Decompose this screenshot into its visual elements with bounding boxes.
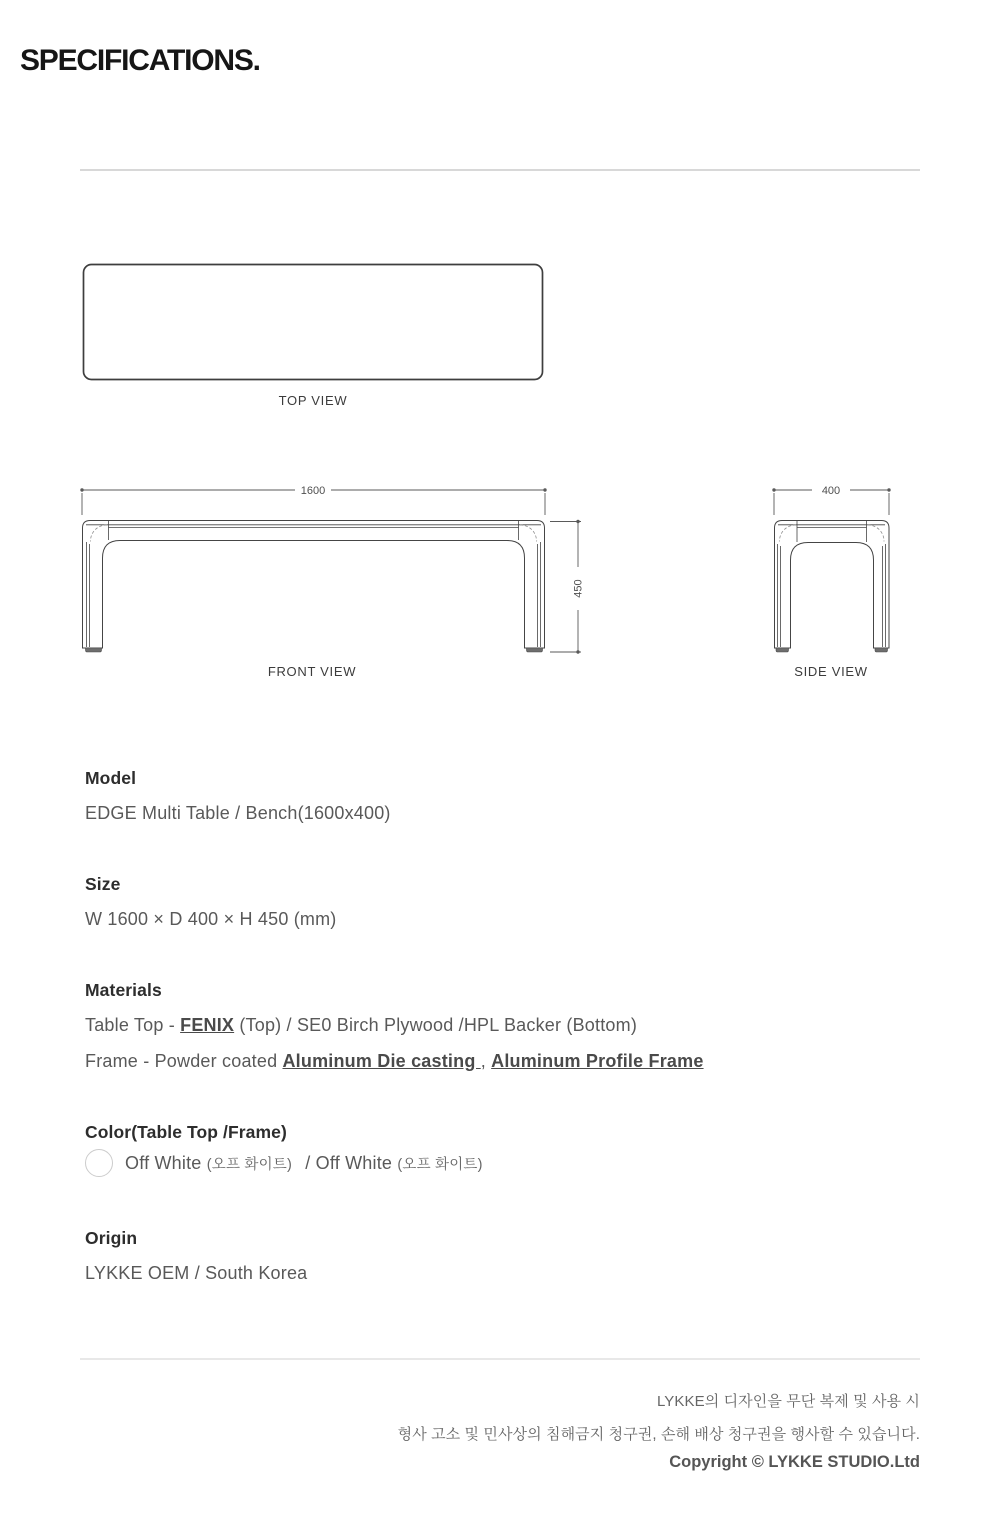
aluminum-profile-frame-link[interactable]: Aluminum Profile Frame <box>491 1051 704 1071</box>
top-view-drawing <box>75 255 555 395</box>
footer-notice-line-2: 형사 고소 및 민사상의 침해금지 청구권, 손해 배상 청구권을 행사할 수 있습니다. <box>397 1426 920 1443</box>
front-width-dimension: 1600 <box>300 485 326 497</box>
top-divider <box>80 169 920 171</box>
off-white-color-swatch <box>85 1149 113 1177</box>
aluminum-die-casting-link[interactable]: Aluminum Die casting <box>282 1051 481 1071</box>
size-value: W 1600 × D 400 × H 450 (mm) <box>85 909 337 929</box>
color-option-row <box>85 1149 483 1177</box>
front-height-dimension: 450 <box>572 579 585 598</box>
color-name-2-korean: (오프 화이트) <box>397 1156 483 1173</box>
color-name-2: Off White <box>315 1152 398 1173</box>
side-depth-dimension: 400 <box>821 485 841 497</box>
front-view-label: FRONT VIEW <box>267 664 357 679</box>
materials-table-top-line <box>85 1015 637 1036</box>
side-view-drawing <box>755 470 915 670</box>
color-heading: Color(Table Top /Frame) <box>85 1122 287 1142</box>
fenix-link[interactable]: FENIX <box>180 1015 235 1035</box>
materials-table-top-rest: (Top) / SE0 Birch Plywood /HPL Backer (Bottom) <box>234 1015 638 1035</box>
origin-value: LYKKE OEM / South Korea <box>85 1263 308 1283</box>
top-view-outline <box>84 265 543 380</box>
front-bench-outline <box>83 521 545 649</box>
page-title: SPECIFICATIONS. <box>20 44 260 77</box>
top-view-label: TOP VIEW <box>278 393 348 408</box>
materials-table-top-prefix: Table Top - <box>85 1015 181 1035</box>
color-name-1: Off White <box>125 1152 207 1173</box>
side-feet <box>776 648 888 652</box>
color-separator: / <box>300 1152 316 1173</box>
color-name-1-korean: (오프 화이트) <box>206 1156 293 1173</box>
footer-notice-line-1: LYKKE의 디자인을 무단 복제 및 사용 시 <box>656 1393 920 1410</box>
side-bench-outline <box>775 521 890 649</box>
materials-frame-prefix: Frame - Powder coated <box>85 1051 283 1071</box>
materials-frame-line <box>85 1051 704 1072</box>
materials-heading: Materials <box>85 980 162 1000</box>
materials-frame-separator: , <box>480 1051 492 1071</box>
bottom-divider <box>80 1358 920 1360</box>
model-heading: Model <box>85 768 137 788</box>
front-feet <box>86 648 543 652</box>
size-heading: Size <box>85 874 121 894</box>
origin-heading: Origin <box>85 1228 138 1248</box>
model-value: EDGE Multi Table / Bench(1600x400) <box>85 803 391 823</box>
side-view-label: SIDE VIEW <box>794 664 868 679</box>
front-view-drawing <box>70 470 590 670</box>
color-value <box>125 1153 483 1174</box>
footer-copyright: Copyright © LYKKE STUDIO.Ltd <box>669 1453 920 1471</box>
